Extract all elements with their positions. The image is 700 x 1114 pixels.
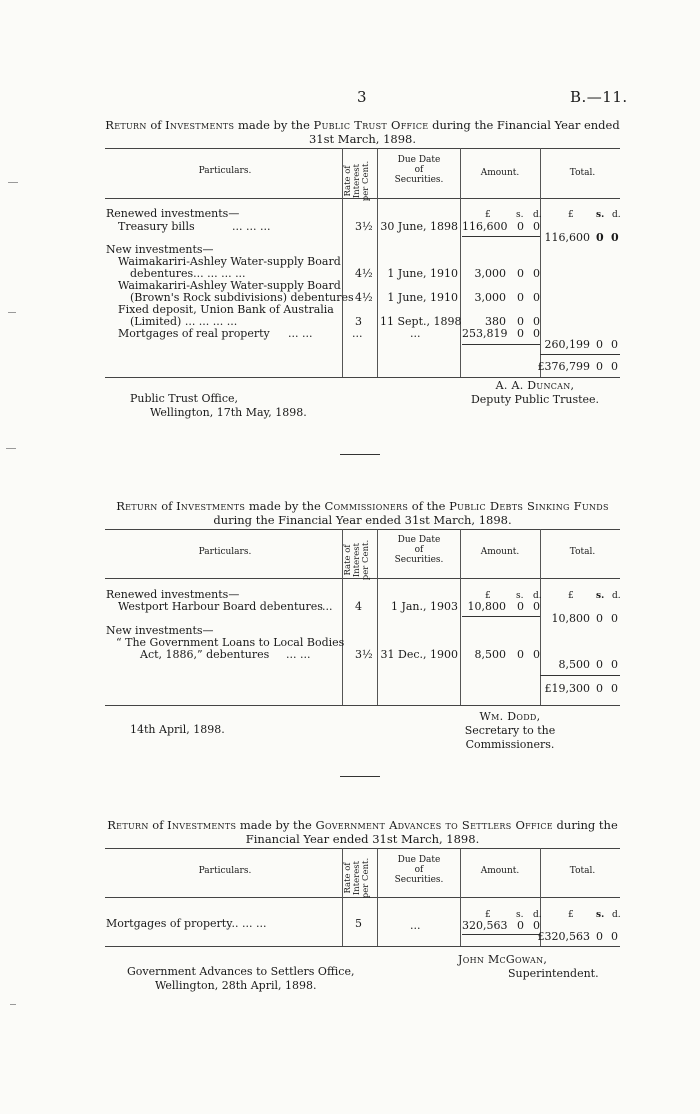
row-label: New investments— xyxy=(106,243,214,256)
due-date-value: ... xyxy=(410,327,421,340)
grand-total-shillings: 0 xyxy=(596,682,603,695)
due-date-value: 1 Jan., 1903 xyxy=(390,600,458,613)
shilling-label: s. xyxy=(516,591,524,601)
rate-value: 3½ xyxy=(355,648,373,661)
signatory-title: Superintendent. xyxy=(508,967,599,980)
header-rate-line: Interest xyxy=(352,163,362,199)
scan-mark xyxy=(10,1004,16,1005)
amount-shillings: 0 xyxy=(517,267,524,280)
table-rule xyxy=(105,848,620,849)
row-label: Waimakariri-Ashley Water-supply Board xyxy=(118,255,341,268)
total-pounds: 8,500 xyxy=(558,658,590,671)
amount-pounds: 320,563 xyxy=(462,919,508,932)
pound-label: £ xyxy=(485,910,491,920)
total-pence: 0 xyxy=(611,231,619,244)
row-label: Mortgages of real property xyxy=(118,327,270,340)
header-rate-line: Rate of xyxy=(343,862,353,894)
grand-total-pence: 0 xyxy=(611,930,618,943)
column-divider xyxy=(460,848,461,946)
header-due-date xyxy=(380,155,458,185)
grand-total-pounds: £320,563 xyxy=(537,930,590,943)
scan-mark xyxy=(8,312,16,313)
grand-total-pounds: £376,799 xyxy=(537,360,590,373)
title-word: Public Debts Sinking Funds xyxy=(449,499,609,513)
total-pounds: 260,199 xyxy=(544,338,590,351)
column-divider xyxy=(460,529,461,705)
header-rate-line: per Cent. xyxy=(361,857,371,899)
total-pence: 0 xyxy=(611,338,618,351)
header-due-line: of xyxy=(414,865,424,875)
grand-total-pence: 0 xyxy=(611,682,618,695)
amount-pence: 0 xyxy=(533,600,540,613)
title-line2: 31st March, 1898. xyxy=(308,132,417,146)
header-total: Total. xyxy=(569,168,596,178)
header-amount: Amount. xyxy=(480,168,520,178)
section3-title xyxy=(100,818,625,846)
section2-title xyxy=(100,499,625,527)
signatory-name: A. A. Duncan, xyxy=(495,379,575,392)
header-particulars: Particulars. xyxy=(198,166,252,176)
title-word: Commissioners xyxy=(324,499,409,513)
due-date-value: 1 June, 1910 xyxy=(387,267,458,280)
header-due-line: Securities. xyxy=(394,555,444,565)
table-rule xyxy=(105,946,620,947)
leader-dots: ... xyxy=(322,600,333,613)
rate-value: 3½ xyxy=(355,220,373,233)
table-rule xyxy=(105,705,620,706)
pence-label: d. xyxy=(612,210,621,220)
header-rate-line: per Cent. xyxy=(361,539,371,581)
title-word: made by the xyxy=(234,118,314,132)
signatory-title: Deputy Public Trustee. xyxy=(470,393,600,406)
header-rate-line: per Cent. xyxy=(361,160,371,202)
title-word: Investments xyxy=(165,118,235,132)
header-due-line: Due Date xyxy=(397,155,441,165)
row-label: Waimakariri-Ashley Water-supply Board xyxy=(118,279,341,292)
rate-value: 4½ xyxy=(355,267,373,280)
header-rate xyxy=(344,155,374,207)
section-separator xyxy=(340,776,380,777)
amount-pence: 0 xyxy=(533,315,540,328)
pence-label: d. xyxy=(533,591,542,601)
row-label: debentures... ... ... ... xyxy=(130,267,246,280)
header-rate-line: Interest xyxy=(352,860,362,896)
header-due-line: Securities. xyxy=(394,875,444,885)
header-due-date xyxy=(380,855,458,885)
leader-dots: ... ... ... xyxy=(228,917,267,930)
leader-dots: ... ... xyxy=(288,327,313,340)
signatory-name: Wm. Dodd, xyxy=(479,710,541,723)
total-pence: 0 xyxy=(611,612,618,625)
table-rule xyxy=(105,148,620,149)
row-label: “ The Government Loans to Local Bodies xyxy=(116,636,345,649)
row-label: Treasury bills xyxy=(118,220,195,233)
grand-total-rule xyxy=(540,675,620,676)
title-word: during the xyxy=(552,818,618,832)
row-label: Renewed investments— xyxy=(106,207,240,220)
pence-label: d. xyxy=(612,591,621,601)
header-rate xyxy=(344,852,374,904)
subtotal-rule xyxy=(462,934,540,935)
row-label: Renewed investments— xyxy=(106,588,240,601)
header-total: Total. xyxy=(569,547,596,557)
title-word: during the Financial Year ended xyxy=(428,118,620,132)
amount-shillings: 0 xyxy=(517,648,524,661)
title-word: made by the xyxy=(245,499,325,513)
table-rule xyxy=(105,377,620,378)
signature-block xyxy=(458,953,598,981)
header-due-line: Due Date xyxy=(397,535,441,545)
amount-shillings: 0 xyxy=(517,600,524,613)
rate-value: 4 xyxy=(355,600,362,613)
signatory-title: Secretary to the Commissioners. xyxy=(464,724,556,751)
header-amount: Amount. xyxy=(480,866,520,876)
amount-pence: 0 xyxy=(533,648,540,661)
title-word: Public Trust Office xyxy=(313,118,429,132)
pound-label: £ xyxy=(485,591,491,601)
address-line: Public Trust Office, xyxy=(130,392,238,405)
total-pounds: 116,600 xyxy=(544,231,590,244)
title-word: Return xyxy=(105,118,147,132)
amount-pence: 0 xyxy=(533,327,540,340)
amount-pounds: 116,600 xyxy=(462,220,508,233)
header-due-date xyxy=(380,535,458,565)
pound-label: £ xyxy=(485,210,491,220)
header-rate xyxy=(344,534,374,586)
leader-dots: ... ... ... xyxy=(232,220,271,233)
title-word: of xyxy=(146,118,166,132)
pound-label: £ xyxy=(568,591,574,601)
shilling-label: s. xyxy=(516,910,524,920)
document-reference: B.—11. xyxy=(570,88,628,106)
grand-total-pence: 0 xyxy=(611,360,618,373)
header-total: Total. xyxy=(569,866,596,876)
amount-pence: 0 xyxy=(533,220,540,233)
amount-pounds: 8,500 xyxy=(474,648,506,661)
signatory-name: John McGowan, xyxy=(458,953,548,966)
address-line: Government Advances to Settlers Office, xyxy=(127,965,355,978)
header-due-line: Securities. xyxy=(394,175,444,185)
header-rate-line: Rate of xyxy=(343,544,353,576)
pound-label: £ xyxy=(568,210,574,220)
title-line2: Financial Year ended 31st March, 1898. xyxy=(245,832,480,846)
due-date-value: 31 Dec., 1900 xyxy=(380,648,458,661)
row-label: Fixed deposit, Union Bank of Australia xyxy=(118,303,334,316)
amount-pounds: 10,800 xyxy=(467,600,506,613)
amount-shillings: 0 xyxy=(517,919,524,932)
title-line2: during the Financial Year ended 31st March, 1898. xyxy=(213,513,512,527)
due-date-value: ... xyxy=(410,919,421,932)
pence-label: d. xyxy=(533,210,542,220)
rate-value: 4½ xyxy=(355,291,373,304)
total-shillings: 0 xyxy=(596,658,603,671)
table-rule xyxy=(105,529,620,530)
amount-pence: 0 xyxy=(533,291,540,304)
address-line: 14th April, 1898. xyxy=(130,723,225,736)
scan-mark xyxy=(8,182,18,183)
total-shillings: 0 xyxy=(596,231,604,244)
amount-pence: 0 xyxy=(533,267,540,280)
total-shillings: 0 xyxy=(596,338,603,351)
row-label: New investments— xyxy=(106,624,214,637)
row-label: Westport Harbour Board debentures xyxy=(118,600,323,613)
grand-total-rule xyxy=(540,354,620,355)
address-line: Wellington, 28th April, 1898. xyxy=(155,979,317,992)
column-divider xyxy=(377,848,378,946)
due-date-value: 1 June, 1910 xyxy=(387,291,458,304)
header-due-line: of xyxy=(414,165,424,175)
grand-total-pounds: £19,300 xyxy=(544,682,590,695)
office-address xyxy=(130,392,307,420)
office-address xyxy=(127,965,354,993)
title-word: Government Advances to Settlers Office xyxy=(315,818,553,832)
column-divider xyxy=(377,529,378,705)
title-word: Investments xyxy=(167,818,237,832)
header-due-line: Due Date xyxy=(397,855,441,865)
amount-shillings: 0 xyxy=(517,327,524,340)
amount-pounds: 253,819 xyxy=(462,327,508,340)
row-label: (Limited) ... ... ... ... xyxy=(130,315,238,328)
shilling-label: s. xyxy=(596,591,605,601)
amount-pounds: 380 xyxy=(485,315,506,328)
row-label: (Brown's Rock subdivisions) debentures xyxy=(130,291,354,304)
due-date-value: 30 June, 1898 xyxy=(380,220,458,233)
page-number: 3 xyxy=(357,88,367,106)
amount-shillings: 0 xyxy=(517,291,524,304)
title-word: of xyxy=(157,499,177,513)
total-shillings: 0 xyxy=(596,612,603,625)
leader-dots: ... ... xyxy=(286,648,311,661)
header-rate-line: Interest xyxy=(352,542,362,578)
row-label: Mortgages of property xyxy=(106,917,233,930)
total-pence: 0 xyxy=(611,658,618,671)
grand-total-shillings: 0 xyxy=(596,360,603,373)
row-label: Act, 1886,” debentures xyxy=(140,648,270,661)
shilling-label: s. xyxy=(516,210,524,220)
header-particulars: Particulars. xyxy=(198,866,252,876)
subtotal-rule xyxy=(462,236,540,237)
amount-shillings: 0 xyxy=(517,315,524,328)
title-word: of xyxy=(148,818,168,832)
rate-value: 5 xyxy=(355,917,362,930)
subtotal-rule xyxy=(462,616,540,617)
pence-label: d. xyxy=(612,910,621,920)
amount-shillings: 0 xyxy=(517,220,524,233)
signature-block xyxy=(420,710,600,752)
date-line xyxy=(130,723,225,737)
total-pounds: 10,800 xyxy=(551,612,590,625)
header-rate-line: Rate of xyxy=(343,165,353,197)
pound-label: £ xyxy=(568,910,574,920)
scan-mark xyxy=(6,448,16,449)
grand-total-shillings: 0 xyxy=(596,930,603,943)
rate-value: 3 xyxy=(355,315,362,328)
shilling-label: s. xyxy=(596,910,605,920)
title-word: Investments xyxy=(176,499,246,513)
header-due-line: of xyxy=(414,545,424,555)
section-separator xyxy=(340,454,380,455)
address-line: Wellington, 17th May, 1898. xyxy=(150,406,307,419)
amount-pounds: 3,000 xyxy=(474,291,506,304)
title-word: of the xyxy=(408,499,450,513)
amount-pounds: 3,000 xyxy=(474,267,506,280)
title-word: Return xyxy=(116,499,158,513)
due-date-value: 11 Sept., 1898 xyxy=(380,315,462,328)
header-particulars: Particulars. xyxy=(198,547,252,557)
amount-pence: 0 xyxy=(533,919,540,932)
subtotal-rule xyxy=(462,344,540,345)
header-amount: Amount. xyxy=(480,547,520,557)
shilling-label: s. xyxy=(596,210,605,220)
signature-block xyxy=(470,379,600,407)
title-word: made by the xyxy=(236,818,316,832)
rate-value: ... xyxy=(352,327,363,340)
column-divider xyxy=(377,148,378,377)
section1-title xyxy=(100,118,625,146)
title-word: Return xyxy=(107,818,149,832)
pence-label: d. xyxy=(533,910,542,920)
column-divider xyxy=(460,148,461,377)
